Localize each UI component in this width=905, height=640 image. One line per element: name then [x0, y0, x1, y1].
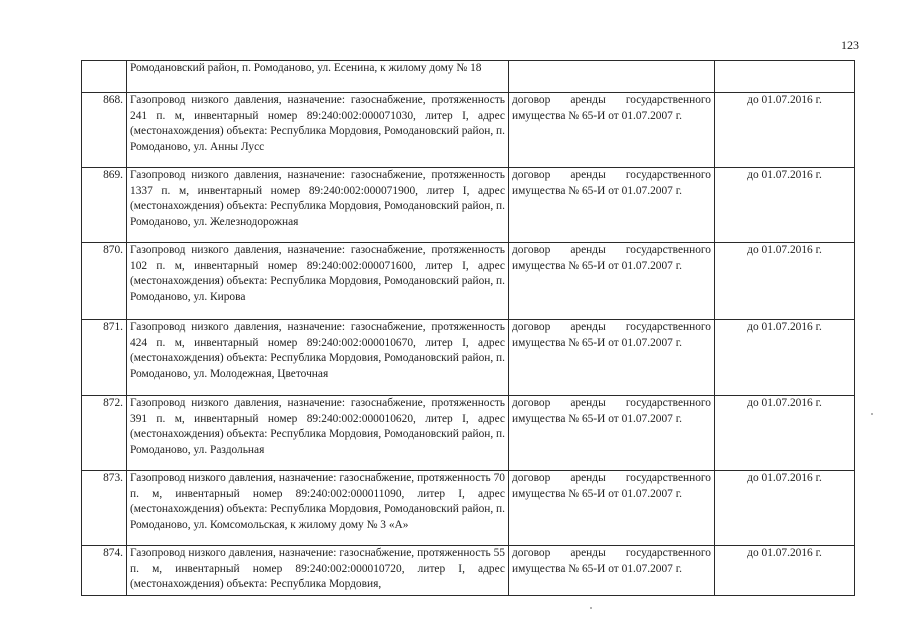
scan-speck — [590, 607, 592, 609]
row-number: 871. — [82, 320, 127, 396]
table-row — [82, 243, 855, 320]
property-registry-table — [81, 60, 855, 596]
lease-term: до 01.07.2016 г. — [715, 320, 855, 396]
lease-term: до 01.07.2016 г. — [715, 93, 855, 168]
lease-basis — [509, 61, 715, 93]
object-description: Газопровод низкого давления, назначение: газоснабжение, протяженность 391 п. м, инвентарный номер 89:240:002:000010620, литер I, адрес (местонахождения) объекта: Республика Мордовия, Ромодановский район, п. Ромоданово, ул. Раздольная — [127, 396, 509, 471]
object-description: Ромодановский район, п. Ромоданово, ул. Есенина, к жилому дому № 18 — [127, 61, 509, 93]
table-row — [82, 61, 855, 93]
lease-basis: договор аренды государственного имущества № 65-И от 01.07.2007 г. — [509, 243, 715, 320]
table-row — [82, 471, 855, 546]
lease-basis: договор аренды государственного имущества № 65-И от 01.07.2007 г. — [509, 93, 715, 168]
row-number: 868. — [82, 93, 127, 168]
lease-basis: договор аренды государственного имущества № 65-И от 01.07.2007 г. — [509, 168, 715, 243]
object-description: Газопровод низкого давления, назначение: газоснабжение, протяженность 102 п. м, инвентарный номер 89:240:002:000071600, литер I, адрес (местонахождения) объекта: Республика Мордовия, Ромодановский район, п. Ромоданово, ул. Кирова — [127, 243, 509, 320]
lease-basis: договор аренды государственного имущества № 65-И от 01.07.2007 г. — [509, 396, 715, 471]
object-description: Газопровод низкого давления, назначение: газоснабжение, протяженность 241 п. м, инвентарный номер 89:240:002:000071030, литер I, адрес (местонахождения) объекта: Республика Мордовия, Ромодановский район, п. Ромоданово, ул. Анны Лусс — [127, 93, 509, 168]
row-number: 869. — [82, 168, 127, 243]
lease-basis: договор аренды государственного имущества № 65-И от 01.07.2007 г. — [509, 546, 715, 596]
object-description: Газопровод низкого давления, назначение: газоснабжение, протяженность 424 п. м, инвентарный номер 89:240:002:000010670, литер I, адрес (местонахождения) объекта: Республика Мордовия, Ромодановский район, п. Ромоданово, ул. Молодежная, Цветочная — [127, 320, 509, 396]
row-number: 870. — [82, 243, 127, 320]
object-description: Газопровод низкого давления, назначение: газоснабжение, протяженность 55 п. м, инвентарный номер 89:240:002:000010720, литер I, адрес (местонахождения) объекта: Республика Мордовия, — [127, 546, 509, 596]
row-number: 872. — [82, 396, 127, 471]
lease-basis: договор аренды государственного имущества № 65-И от 01.07.2007 г. — [509, 320, 715, 396]
page-number: 123 — [841, 38, 859, 52]
scan-speck — [871, 413, 873, 415]
lease-term — [715, 61, 855, 93]
table-row — [82, 320, 855, 396]
lease-basis: договор аренды государственного имущества № 65-И от 01.07.2007 г. — [509, 471, 715, 546]
table-row — [82, 93, 855, 168]
lease-term: до 01.07.2016 г. — [715, 471, 855, 546]
table-row — [82, 396, 855, 471]
table-row — [82, 168, 855, 243]
row-number: 874. — [82, 546, 127, 596]
object-description: Газопровод низкого давления, назначение: газоснабжение, протяженность 1337 п. м, инвентарный номер 89:240:002:000071900, литер I, адрес (местонахождения) объекта: Республика Мордовия, Ромодановский район, п. Ромоданово, ул. Железнодорожная — [127, 168, 509, 243]
table-row — [82, 546, 855, 596]
row-number — [82, 61, 127, 93]
row-number: 873. — [82, 471, 127, 546]
lease-term: до 01.07.2016 г. — [715, 168, 855, 243]
object-description: Газопровод низкого давления, назначение: газоснабжение, протяженность 70 п. м, инвентарный номер 89:240:002:000011090, литер I, адрес (местонахождения) объекта: Республика Мордовия, Ромодановский район, п. Ромоданово, ул. Комсомольская, к жилому дому № 3 «А» — [127, 471, 509, 546]
lease-term: до 01.07.2016 г. — [715, 546, 855, 596]
lease-term: до 01.07.2016 г. — [715, 396, 855, 471]
lease-term: до 01.07.2016 г. — [715, 243, 855, 320]
